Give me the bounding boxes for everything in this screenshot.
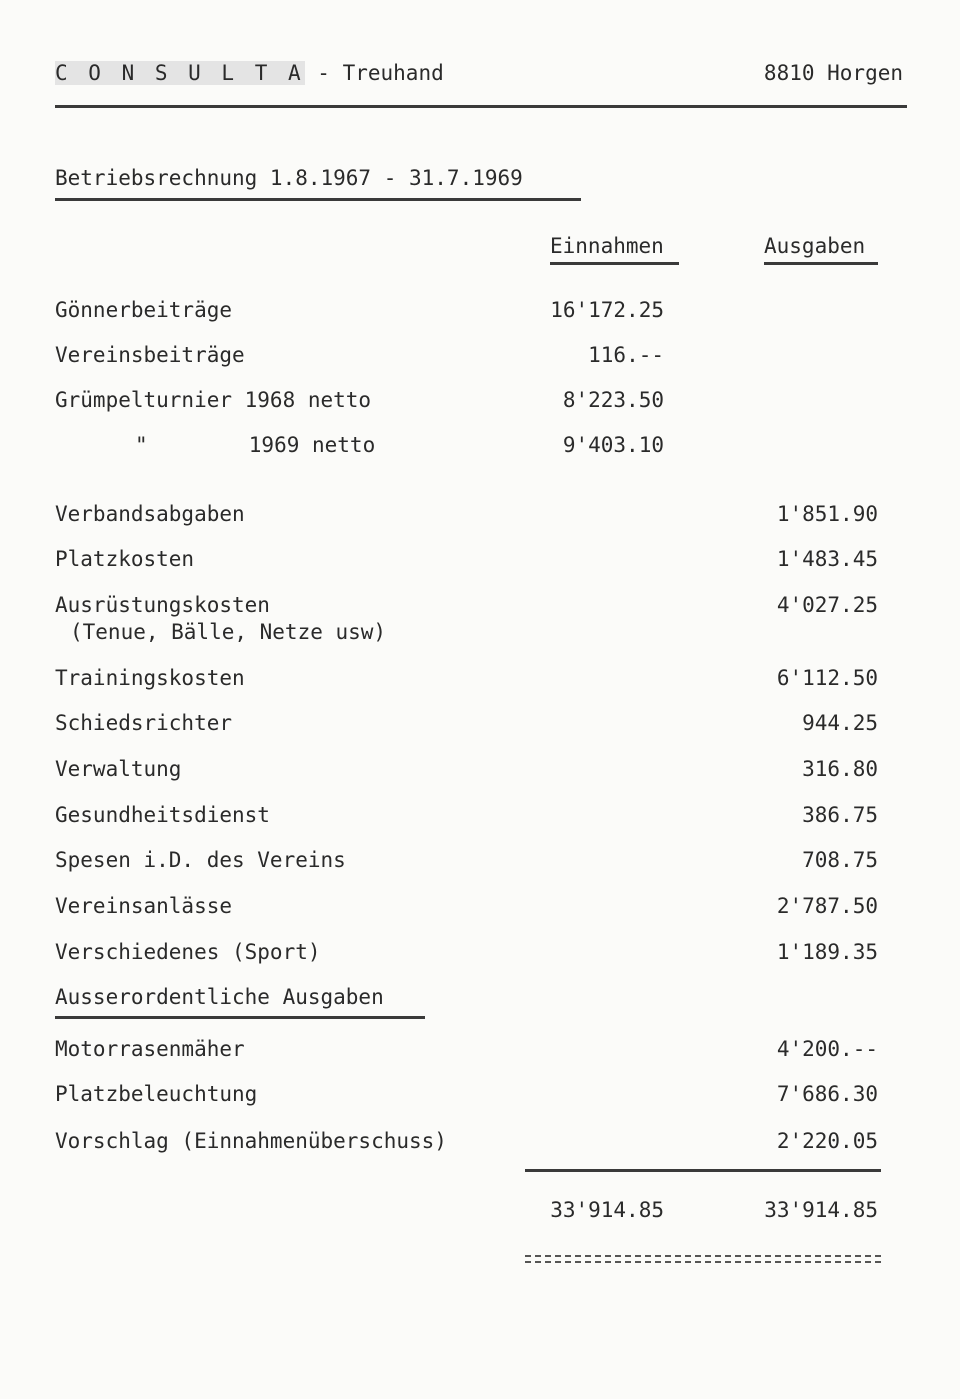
extraordinary-row-label: Vorschlag (Einnahmenüberschuss) — [55, 1129, 447, 1153]
expense-row-amount: 708.75 — [802, 848, 878, 872]
extraordinary-row-amount: 7'686.30 — [776, 1082, 878, 1106]
company-city: 8810 Horgen — [763, 61, 903, 85]
company-suffix: - Treuhand — [304, 61, 444, 85]
double-underline — [525, 1255, 881, 1263]
expense-row-amount: 1'851.90 — [776, 502, 878, 526]
expense-row-amount: 2'787.50 — [776, 894, 878, 918]
income-row-label: Vereinsbeiträge — [55, 343, 245, 367]
expense-row-label: Spesen i.D. des Vereins — [55, 848, 346, 872]
expense-row-amount: 386.75 — [802, 803, 878, 827]
expense-row-label: Platzkosten — [55, 547, 195, 571]
extraordinary-row-amount: 2'220.05 — [776, 1129, 878, 1153]
expense-row-label: Verbandsabgaben — [55, 502, 245, 526]
expense-row-label: Verwaltung — [55, 757, 182, 781]
total-expenses: 33'914.85 — [764, 1198, 878, 1222]
expense-row-amount: 316.80 — [802, 757, 878, 781]
income-header-underline — [550, 262, 679, 265]
extraordinary-row-amount: 4'200.-- — [776, 1037, 878, 1061]
company-name — [55, 63, 444, 84]
expense-row-label: Schiedsrichter — [55, 711, 233, 735]
expense-row-label: Gesundheitsdienst — [55, 803, 270, 827]
income-row-amount: 116.-- — [588, 343, 664, 367]
expense-row-amount: 6'112.50 — [776, 666, 878, 690]
extraordinary-heading-underline — [55, 1016, 425, 1019]
expense-row-label: Vereinsanlässe — [55, 894, 233, 918]
extraordinary-row-label: Platzbeleuchtung — [55, 1082, 258, 1106]
expense-row-amount: 1'189.35 — [776, 940, 878, 964]
expenses-column-header: Ausgaben — [764, 234, 866, 258]
income-row-label: Gönnerbeiträge — [55, 298, 233, 322]
extraordinary-heading: Ausserordentliche Ausgaben — [55, 985, 384, 1009]
income-row-amount: 16'172.25 — [550, 298, 664, 322]
income-row-label: Grümpelturnier 1968 netto — [55, 388, 372, 412]
expense-row-label: Verschiedenes (Sport) — [55, 940, 321, 964]
extraordinary-row-label: Motorrasenmäher — [55, 1037, 245, 1061]
income-column-header: Einnahmen — [550, 234, 664, 258]
sum-rule — [525, 1169, 881, 1172]
expenses-header-underline — [764, 262, 878, 265]
income-row-label: " 1969 netto — [135, 433, 376, 457]
expense-row-note: (Tenue, Bälle, Netze usw) — [70, 620, 387, 644]
income-row-amount: 9'403.10 — [562, 433, 664, 457]
expense-row-amount: 944.25 — [802, 711, 878, 735]
total-income: 33'914.85 — [550, 1198, 664, 1222]
document-title: Betriebsrechnung 1.8.1967 - 31.7.1969 — [55, 166, 523, 190]
expense-row-amount: 1'483.45 — [776, 547, 878, 571]
expense-row-amount: 4'027.25 — [776, 593, 878, 617]
income-row-amount: 8'223.50 — [562, 388, 664, 412]
title-underline — [55, 198, 581, 201]
company-name-highlight: C O N S U L T A — [55, 61, 305, 85]
expense-row-label: Ausrüstungskosten — [55, 593, 270, 617]
header-rule — [55, 105, 907, 108]
expense-row-label: Trainingskosten — [55, 666, 245, 690]
